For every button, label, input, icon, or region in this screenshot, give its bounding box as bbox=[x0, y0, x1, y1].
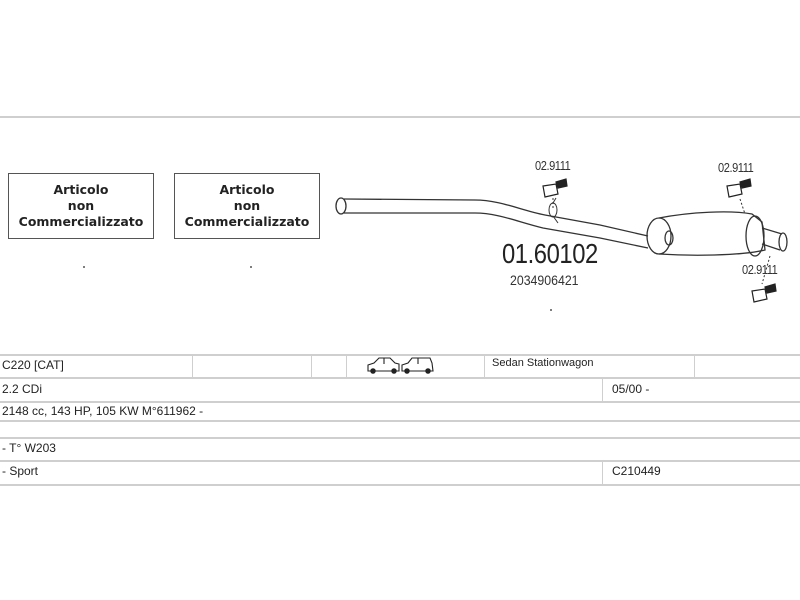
muffler-inner-ring bbox=[665, 231, 673, 245]
vehicle-type: - T° W203 bbox=[2, 441, 56, 455]
leader-top-right bbox=[740, 199, 745, 214]
pipe-inlet-flange bbox=[336, 198, 346, 214]
part-not-available-2-line2: non bbox=[233, 198, 261, 213]
body-types: Sedan Stationwagon bbox=[492, 357, 594, 369]
muffler-rear-cap bbox=[746, 216, 764, 256]
engine: 2.2 CDi bbox=[2, 382, 43, 396]
pipe-code-marker bbox=[550, 309, 552, 311]
variant: - Sport bbox=[2, 464, 39, 478]
rubber-hanger-icon-top-right bbox=[727, 179, 751, 197]
main-pipe-oe-number: 2034906421 bbox=[510, 272, 579, 288]
rubber-hanger-icon-top-left bbox=[543, 179, 567, 197]
part-not-available-1-line1: Articolo bbox=[53, 182, 109, 197]
part-not-available-2-line3: Commercializzato bbox=[184, 214, 310, 229]
vehicle-model: C220 [CAT] bbox=[2, 358, 64, 372]
part-not-available-1-line2: non bbox=[67, 198, 95, 213]
muffler-front-cap bbox=[647, 218, 671, 254]
engine-specs: 2148 cc, 143 HP, 105 KW M°611962 - bbox=[2, 404, 204, 418]
tailpipe-tip bbox=[779, 233, 787, 251]
part-not-available-1-line3: Commercializzato bbox=[18, 214, 144, 229]
pipe-upper-edge bbox=[344, 199, 648, 236]
hanger-code-bottom-right: 02.9111 bbox=[742, 262, 778, 277]
part-not-available-2-line1: Articolo bbox=[219, 182, 275, 197]
production-date: 05/00 - bbox=[612, 382, 650, 396]
car-stationwagon-icon bbox=[402, 358, 433, 373]
hanger-code-top-left: 02.9111 bbox=[535, 158, 571, 173]
pipe-lower-edge bbox=[344, 213, 648, 248]
muffler-body bbox=[659, 212, 765, 255]
car-sedan-icon bbox=[368, 358, 399, 373]
kit-reference: C210449 bbox=[612, 464, 661, 478]
main-pipe-code: 01.60102 bbox=[502, 238, 598, 269]
tailpipe-upper bbox=[762, 228, 782, 234]
rubber-hanger-icon-bottom-right bbox=[752, 284, 776, 302]
hanger-code-top-right: 02.9111 bbox=[718, 160, 754, 175]
